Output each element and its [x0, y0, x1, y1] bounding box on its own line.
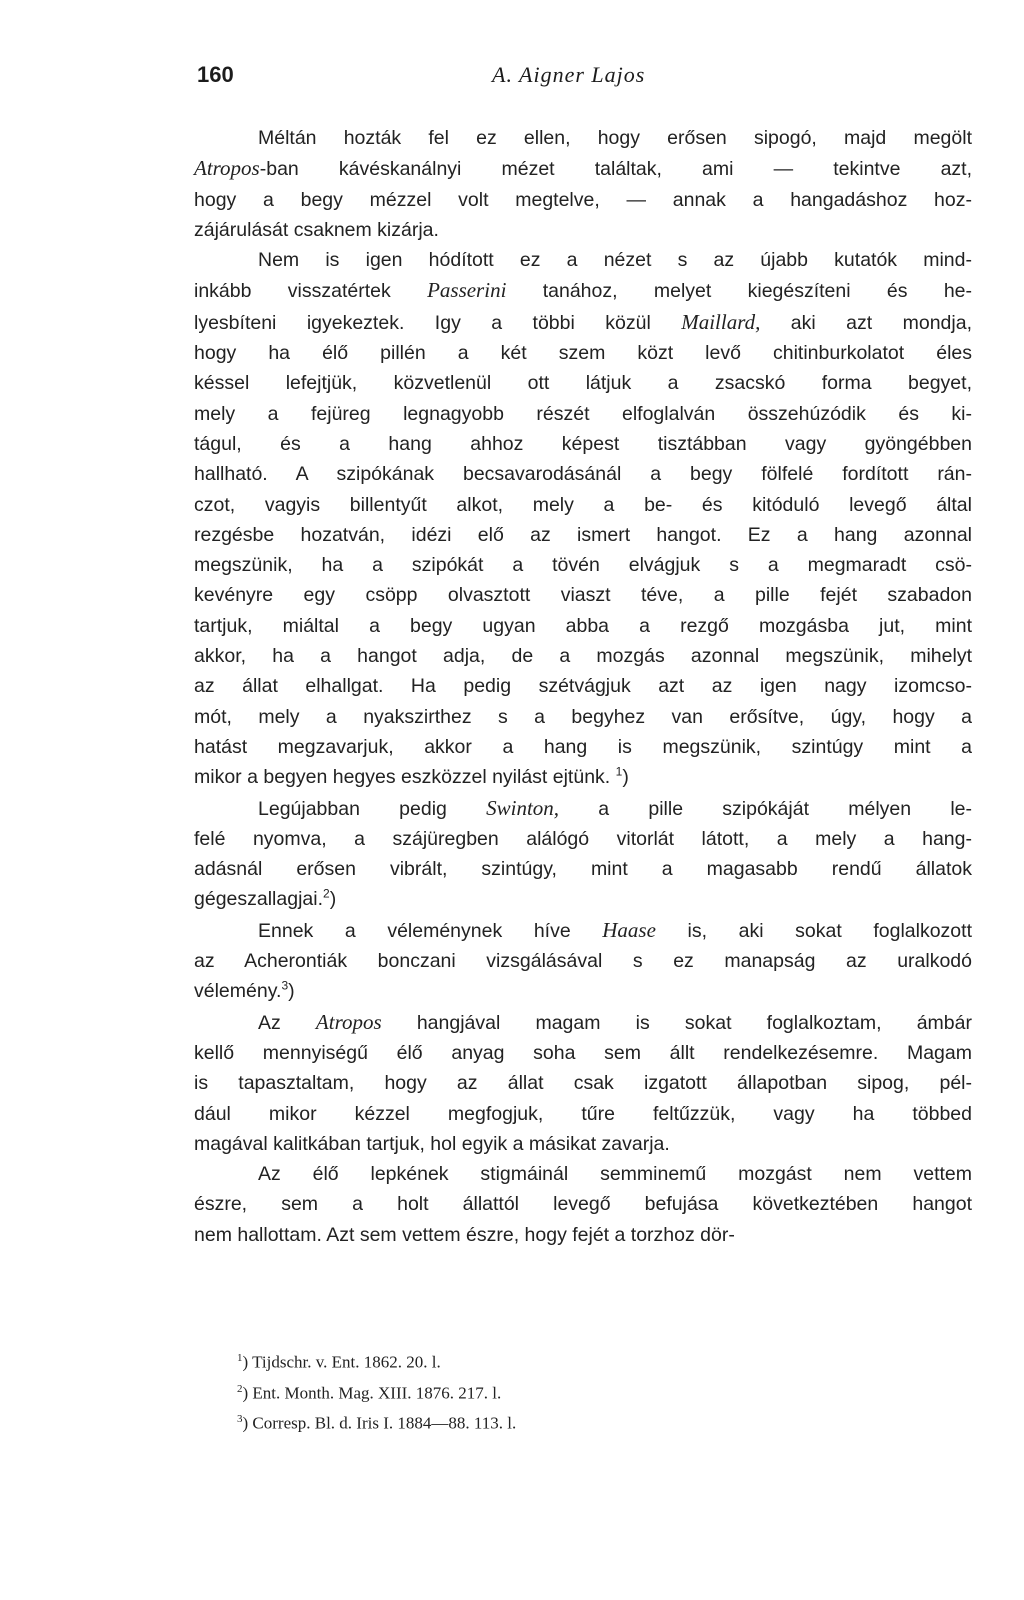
text-run: dául mikor kézzel megfogjuk, tűre feltűzzük, vagy ha többed [194, 1102, 972, 1125]
footnotes [237, 1345, 837, 1437]
text-run: kevényre egy csöpp olvasztott viaszt téve, a pille fejét szabadon [194, 584, 972, 607]
footnote-ref: 2 [323, 886, 330, 901]
page-number: 160 [197, 62, 234, 87]
text-line [194, 732, 972, 762]
text-run: mót, mely a nyakszirthez s a begyhez van erősítve, úgy, hogy a [194, 705, 972, 728]
text-line [194, 946, 972, 976]
text-run: czot, vagyis billentyűt alkot, mely a be- és kitóduló levegő által [194, 493, 972, 516]
italic-name: Haase [602, 917, 656, 942]
text-line [194, 824, 972, 854]
text-run: Legújabban pedig [258, 797, 487, 820]
text-run: nem hallottam. Azt sem vettem észre, hogy fejét a torzhoz dör- [194, 1223, 735, 1246]
text-run: ) [622, 766, 629, 789]
text-line [194, 490, 972, 520]
text-run: mely a fejüreg legnagyobb részét elfoglalván összehúzódik és ki- [194, 402, 972, 425]
text-line [194, 275, 972, 306]
text-run: hatást megzavarjuk, akkor a hang is megszünik, szintúgy mint a [194, 735, 972, 758]
text-line [194, 1007, 972, 1038]
text-run: felé nyomva, a szájüregben alálógó vitorlát látott, a mely a hang- [194, 827, 972, 850]
footnote-mark: 3 [237, 1413, 243, 1426]
text-run: tanához, melyet kiegészíteni és he- [506, 280, 973, 303]
italic-name: Swinton, [486, 795, 560, 820]
text-line [194, 976, 972, 1006]
footnote-mark: 1 [237, 1352, 243, 1364]
text-line [194, 580, 972, 610]
text-run: is, aki sokat foglalkozott [655, 919, 972, 942]
footnote-ref: 3 [281, 978, 289, 993]
text-run: Az [258, 1011, 316, 1034]
text-line [194, 368, 972, 398]
italic-name: Atropos [194, 156, 260, 181]
text-run: magával kalitkában tartjuk, hol egyik a másikat zavarja. [194, 1132, 670, 1155]
text-line [194, 884, 972, 914]
text-line [194, 671, 972, 701]
text-run: inkább visszatértek [194, 280, 428, 303]
text-run: megszünik, ha a szipókát a tövén elvágjuk s a megmaradt csö- [194, 554, 972, 577]
text-line [194, 123, 972, 153]
text-run: ) [288, 980, 295, 1003]
text-run: Ennek a véleménynek híve [258, 919, 603, 942]
text-run: a pille szipókáját mélyen le- [559, 797, 972, 820]
text-run: hogy a begy mézzel volt megtelve, — annak a hangadáshoz hoz- [194, 188, 972, 211]
text-line [194, 1129, 972, 1159]
footnote [237, 1406, 837, 1437]
italic-name: Atropos [315, 1009, 382, 1034]
text-run: akkor, ha a hangot adja, de a mozgás azonnal megszünik, mihelyt [194, 645, 972, 668]
italic-name: Maillard, [681, 309, 761, 334]
text-run: rezgésbe hozatván, idézi elő az ismert hangot. Ez a hang azonnal [194, 523, 972, 546]
text-line [194, 1220, 972, 1250]
text-line [194, 153, 972, 184]
text-run: tágul, és a hang ahhoz képest tisztábban vagy gyöngébben [194, 432, 972, 455]
text-line [194, 1099, 972, 1129]
page-header [197, 62, 957, 94]
text-line [194, 550, 972, 580]
text-run: észre, sem a holt állattól levegő befujása következtében hangot [194, 1193, 972, 1216]
text-line [194, 854, 972, 884]
text-run: Méltán hozták fel ez ellen, hogy erősen sipogó, majd megölt [258, 127, 972, 149]
text-run: Nem is igen hódított ez a nézet s az újabb kutatók mind- [258, 249, 972, 272]
text-run: az állat elhallgat. Ha pedig szétvágjuk azt az igen nagy izomcso- [194, 675, 972, 698]
text-line [194, 429, 972, 459]
text-line [194, 793, 972, 824]
text-run: késsel lefejtjük, közvetlenül ott látjuk a zsacskó forma begyet, [194, 372, 972, 395]
footnote-text: ) Tijdschr. v. Ent. 1862. 20. l. [242, 1352, 441, 1372]
footnote-mark: 2 [237, 1382, 243, 1395]
text-line [194, 520, 972, 550]
text-run: zájárulását csaknem kizárja. [194, 218, 439, 241]
running-head: A. Aigner Lajos [492, 62, 646, 87]
text-line [194, 702, 972, 732]
text-run: kellő mennyiségű élő anyag soha sem állt rendelkezésemre. Magam [194, 1041, 972, 1064]
text-run: az Acherontiák bonczani vizsgálásával s ez manapság az uralkodó [194, 950, 972, 973]
text-run: hangjával magam is sokat foglalkoztam, ámbár [381, 1011, 972, 1034]
text-run: adásnál erősen vibrált, szintúgy, mint a magasabb rendű állatok [194, 858, 972, 881]
italic-name: Passerini [427, 278, 507, 303]
footnote-text: ) Corresp. Bl. d. Iris I. 1884—88. 113. l. [242, 1413, 517, 1433]
text-line [194, 1068, 972, 1098]
footnote-ref: 1 [615, 764, 623, 779]
body-text [194, 123, 972, 1250]
text-line [194, 611, 972, 641]
text-line [194, 1038, 972, 1068]
text-line [194, 459, 972, 489]
text-run: ) [329, 888, 337, 911]
text-line [194, 185, 972, 215]
text-run: lyesbíteni igyekeztek. Igy a többi közül [194, 311, 682, 334]
text-run: tartjuk, miáltal a begy ugyan abba a rezgő mozgásba jut, mint [194, 614, 972, 637]
text-line [194, 762, 972, 792]
text-run: mikor a begyen hegyes eszközzel nyilást ejtünk. [194, 766, 616, 789]
footnote-text: ) Ent. Month. Mag. XIII. 1876. 217. l. [242, 1383, 502, 1403]
text-run: Az élő lepkének stigmáinál semminemű mozgást nem vettem [258, 1163, 972, 1186]
text-run: gégeszallagjai. [194, 888, 324, 911]
text-line [194, 399, 972, 429]
text-run: -ban kávéskanálnyi mézet találtak, ami — tekintve azt, [259, 158, 972, 181]
text-run: hogy ha élő pillén a két szem közt levő chitinburkolatot éles [194, 342, 972, 365]
text-run: hallható. A szipókának becsavarodásánál a begy fölfelé fordított rán- [194, 463, 972, 486]
text-line [194, 1189, 972, 1219]
text-run: vélemény. [194, 980, 282, 1003]
text-line [194, 245, 972, 275]
text-line [194, 641, 972, 671]
footnote [237, 1345, 837, 1376]
text-line [194, 215, 972, 245]
footnote [237, 1376, 837, 1407]
text-line [194, 1159, 972, 1189]
text-line [194, 307, 972, 338]
text-run: is tapasztaltam, hogy az állat csak izgatott állapotban sipog, pél- [194, 1072, 972, 1095]
text-run: aki azt mondja, [760, 311, 972, 334]
text-line [194, 915, 972, 946]
text-line [194, 338, 972, 368]
